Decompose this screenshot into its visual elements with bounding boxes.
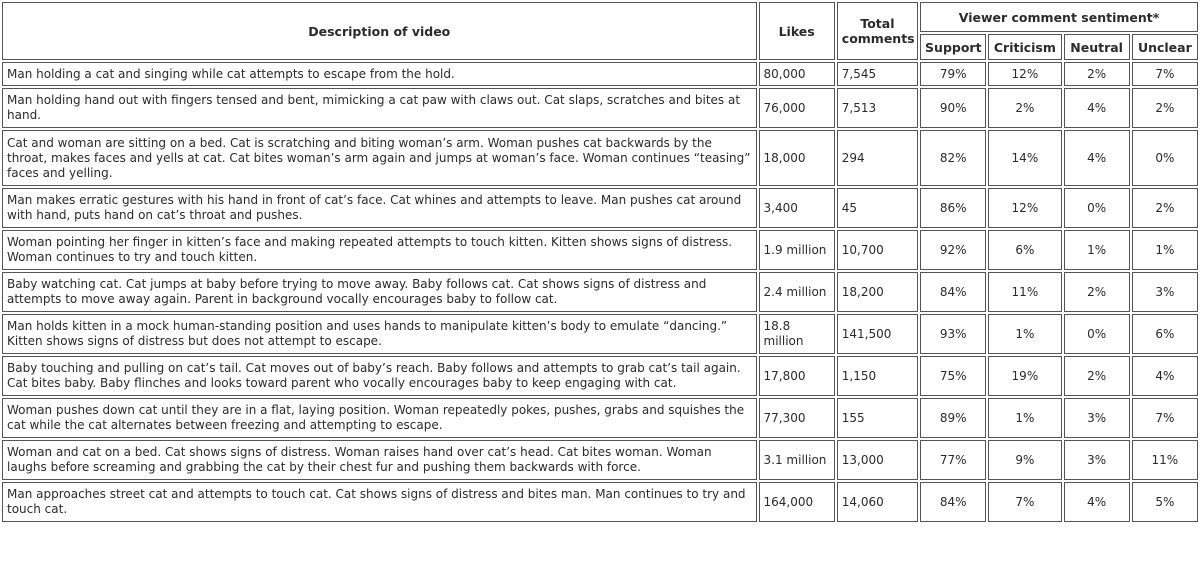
row-likes: 17,800 xyxy=(759,356,835,396)
row-comments: 13,000 xyxy=(837,440,918,480)
row-unclear: 7% xyxy=(1132,62,1198,86)
row-support: 93% xyxy=(920,314,986,354)
table-row xyxy=(2,62,1198,86)
row-criticism: 1% xyxy=(988,314,1061,354)
row-unclear: 2% xyxy=(1132,188,1198,228)
row-unclear: 11% xyxy=(1132,440,1198,480)
row-comments: 155 xyxy=(837,398,918,438)
row-criticism: 9% xyxy=(988,440,1061,480)
table-row xyxy=(2,314,1198,354)
row-unclear: 4% xyxy=(1132,356,1198,396)
row-likes: 76,000 xyxy=(759,88,835,128)
row-likes: 77,300 xyxy=(759,398,835,438)
row-criticism: 19% xyxy=(988,356,1061,396)
row-support: 90% xyxy=(920,88,986,128)
row-description: Woman pointing her finger in kitten’s face and making repeated attempts to touch kitten. Kitten shows signs of distress. Woman continues to try and touch kitten. xyxy=(2,230,757,270)
header-criticism: Criticism xyxy=(988,34,1061,60)
row-comments: 1,150 xyxy=(837,356,918,396)
row-criticism: 14% xyxy=(988,130,1061,186)
row-unclear: 0% xyxy=(1132,130,1198,186)
row-neutral: 0% xyxy=(1064,314,1130,354)
row-neutral: 4% xyxy=(1064,130,1130,186)
row-support: 75% xyxy=(920,356,986,396)
table-body xyxy=(2,62,1198,522)
row-unclear: 3% xyxy=(1132,272,1198,312)
row-criticism: 7% xyxy=(988,482,1061,522)
header-support: Support xyxy=(920,34,986,60)
table-row xyxy=(2,398,1198,438)
header-likes: Likes xyxy=(759,2,835,60)
row-criticism: 12% xyxy=(988,62,1061,86)
table-header xyxy=(2,2,1198,60)
row-likes: 164,000 xyxy=(759,482,835,522)
row-criticism: 12% xyxy=(988,188,1061,228)
row-likes: 18,000 xyxy=(759,130,835,186)
row-neutral: 4% xyxy=(1064,88,1130,128)
row-unclear: 1% xyxy=(1132,230,1198,270)
row-likes: 1.9 million xyxy=(759,230,835,270)
row-comments: 141,500 xyxy=(837,314,918,354)
header-total-comments: Total comments xyxy=(837,2,918,60)
row-neutral: 2% xyxy=(1064,272,1130,312)
row-likes: 3.1 million xyxy=(759,440,835,480)
row-description: Man makes erratic gestures with his hand in front of cat’s face. Cat whines and attempts to leave. Man pushes cat around with hand, puts hand on cat’s throat and pushes. xyxy=(2,188,757,228)
row-description: Baby watching cat. Cat jumps at baby before trying to move away. Baby follows cat. Cat shows signs of distress and attempts to move away again. Parent in background vocally encourages baby to follow cat. xyxy=(2,272,757,312)
table-row xyxy=(2,188,1198,228)
row-neutral: 2% xyxy=(1064,356,1130,396)
row-comments: 7,513 xyxy=(837,88,918,128)
row-support: 84% xyxy=(920,272,986,312)
table-row xyxy=(2,230,1198,270)
row-support: 79% xyxy=(920,62,986,86)
row-comments: 18,200 xyxy=(837,272,918,312)
row-criticism: 11% xyxy=(988,272,1061,312)
row-description: Baby touching and pulling on cat’s tail. Cat moves out of baby’s reach. Baby follows and attempts to grab cat’s tail again. Cat bites baby. Baby flinches and looks toward parent who vocally encourages baby to keep engaging with cat. xyxy=(2,356,757,396)
row-criticism: 1% xyxy=(988,398,1061,438)
row-unclear: 6% xyxy=(1132,314,1198,354)
row-comments: 10,700 xyxy=(837,230,918,270)
row-neutral: 3% xyxy=(1064,440,1130,480)
row-neutral: 0% xyxy=(1064,188,1130,228)
row-description: Man holding a cat and singing while cat attempts to escape from the hold. xyxy=(2,62,757,86)
row-support: 84% xyxy=(920,482,986,522)
row-comments: 294 xyxy=(837,130,918,186)
table-row xyxy=(2,440,1198,480)
row-likes: 3,400 xyxy=(759,188,835,228)
table-row xyxy=(2,88,1198,128)
row-likes: 80,000 xyxy=(759,62,835,86)
header-unclear: Unclear xyxy=(1132,34,1198,60)
table-row xyxy=(2,356,1198,396)
row-description: Woman and cat on a bed. Cat shows signs of distress. Woman raises hand over cat’s head. Cat bites woman. Woman laughs before screaming and grabbing the cat by their chest fur and pushing them backwards with force. xyxy=(2,440,757,480)
row-unclear: 2% xyxy=(1132,88,1198,128)
row-comments: 45 xyxy=(837,188,918,228)
row-support: 77% xyxy=(920,440,986,480)
table-row xyxy=(2,272,1198,312)
row-likes: 2.4 million xyxy=(759,272,835,312)
row-neutral: 3% xyxy=(1064,398,1130,438)
row-description: Woman pushes down cat until they are in a flat, laying position. Woman repeatedly pokes, pushes, grabs and squishes the cat while the cat alternates between freezing and attempting to escape. xyxy=(2,398,757,438)
row-neutral: 4% xyxy=(1064,482,1130,522)
table-row xyxy=(2,482,1198,522)
row-support: 89% xyxy=(920,398,986,438)
row-description: Man approaches street cat and attempts to touch cat. Cat shows signs of distress and bites man. Man continues to try and touch cat. xyxy=(2,482,757,522)
row-neutral: 1% xyxy=(1064,230,1130,270)
row-comments: 14,060 xyxy=(837,482,918,522)
row-criticism: 2% xyxy=(988,88,1061,128)
row-criticism: 6% xyxy=(988,230,1061,270)
row-comments: 7,545 xyxy=(837,62,918,86)
row-unclear: 7% xyxy=(1132,398,1198,438)
row-support: 92% xyxy=(920,230,986,270)
row-unclear: 5% xyxy=(1132,482,1198,522)
header-description: Description of video xyxy=(2,2,757,60)
row-support: 82% xyxy=(920,130,986,186)
row-description: Man holds kitten in a mock human-standing position and uses hands to manipulate kitten’s body to emulate “dancing.” Kitten shows signs of distress but does not attempt to escape. xyxy=(2,314,757,354)
header-neutral: Neutral xyxy=(1064,34,1130,60)
row-likes: 18.8 million xyxy=(759,314,835,354)
row-support: 86% xyxy=(920,188,986,228)
row-description: Cat and woman are sitting on a bed. Cat is scratching and biting woman’s arm. Woman pushes cat backwards by the throat, makes faces and yells at cat. Cat bites woman’s arm again and jumps at woman’s face. Woman continues “teasing” faces and yelling. xyxy=(2,130,757,186)
header-sentiment-group: Viewer comment sentiment* xyxy=(920,2,1198,32)
row-description: Man holding hand out with fingers tensed and bent, mimicking a cat paw with claws out. Cat slaps, scratches and bites at hand. xyxy=(2,88,757,128)
table-row xyxy=(2,130,1198,186)
row-neutral: 2% xyxy=(1064,62,1130,86)
